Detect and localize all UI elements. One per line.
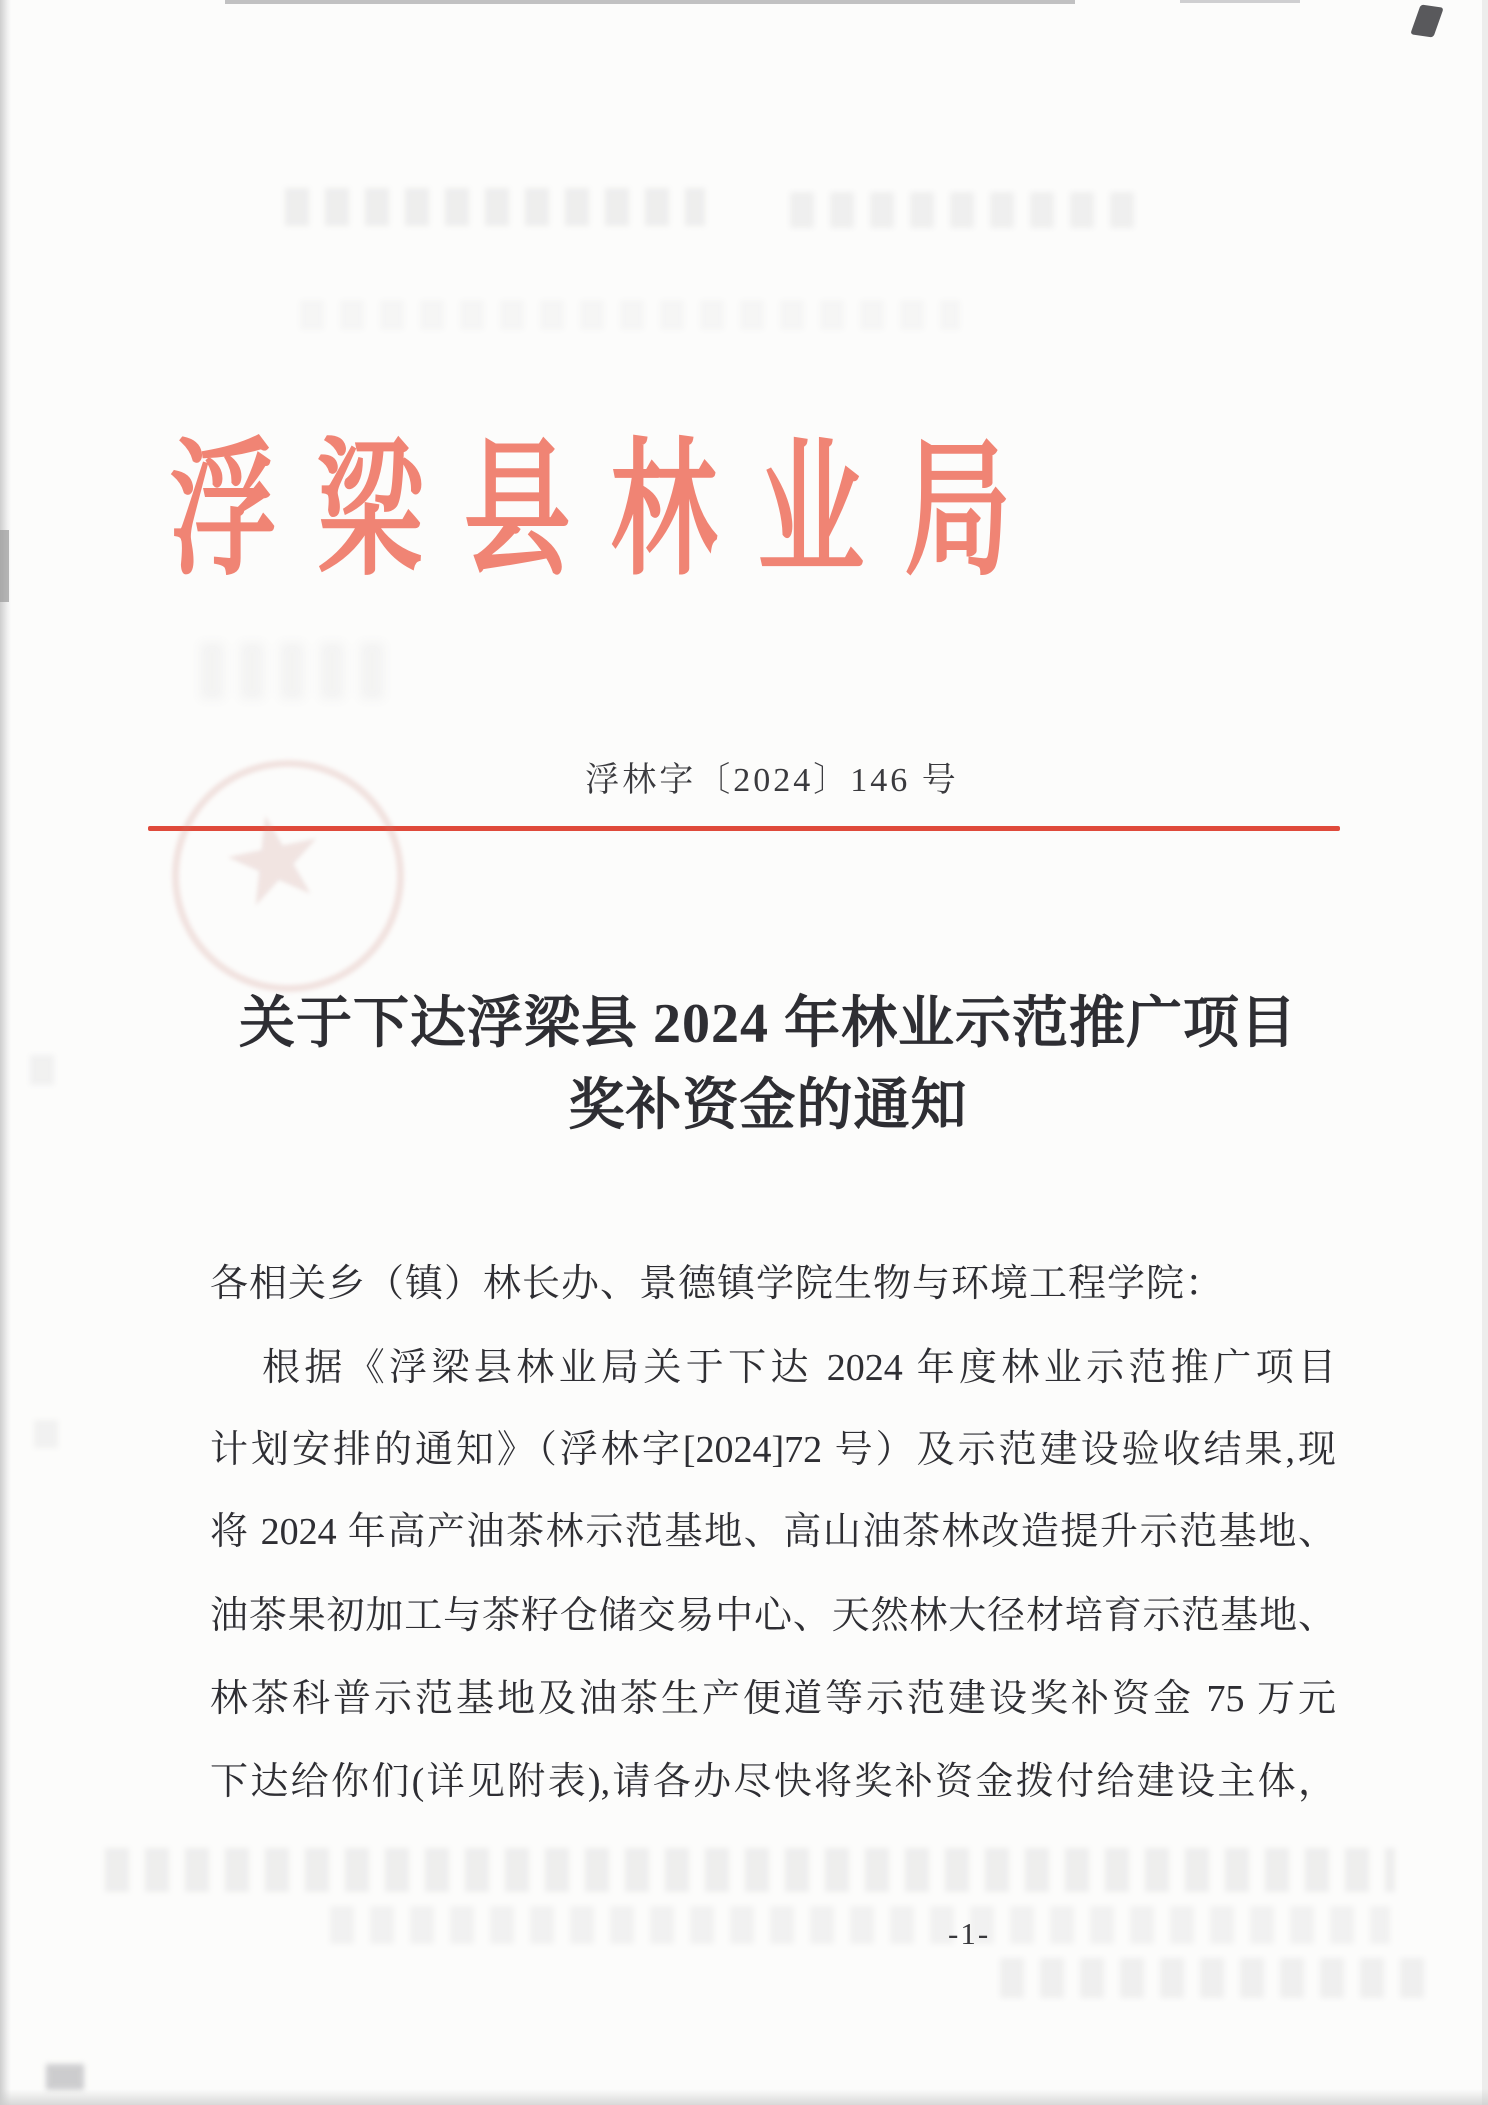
bleed-through-artifact xyxy=(285,188,705,226)
scan-left-edge-notch xyxy=(0,530,9,602)
bleed-through-artifact xyxy=(105,1848,1395,1892)
scan-bottom-left-mark xyxy=(46,2064,84,2090)
scan-top-edge-line xyxy=(225,0,1075,4)
body-line: 根据《浮梁县林业局关于下达 2024 年度林业示范推广项目 xyxy=(262,1347,1336,1389)
salutation: 各相关乡（镇）林长办、景德镇学院生物与环境工程学院： xyxy=(210,1263,1225,1305)
body-line: 林茶科普示范基地及油茶生产便道等示范建设奖补资金 75 万元 xyxy=(210,1678,1336,1720)
bleed-through-artifact xyxy=(200,642,390,700)
body-line: 油茶果初加工与茶籽仓储交易中心、天然林大径材培育示范基地、 xyxy=(210,1595,1336,1637)
document-title-line-2: 奖补资金的通知 xyxy=(568,1075,968,1137)
doc-number: 浮林字〔2024〕146 号 xyxy=(585,762,959,799)
agency-banner: 浮梁县林业局 xyxy=(170,430,1052,594)
scan-bottom-shadow xyxy=(0,2089,1488,2105)
seal-star-icon: ★ xyxy=(209,785,341,936)
bleed-through-artifact xyxy=(34,1420,58,1448)
body-line: 计划安排的通知》（浮林字[2024]72 号）及示范建设验收结果,现 xyxy=(210,1429,1336,1471)
document-title-line-1: 关于下达浮梁县 2024 年林业示范推广项目 xyxy=(239,993,1297,1055)
scan-top-edge-line-2 xyxy=(1180,0,1300,3)
bleed-through-artifact xyxy=(300,300,960,330)
scan-left-edge-artifact xyxy=(0,0,11,2105)
body-line: 下达给你们(详见附表),请各办尽快将奖补资金拨付给建设主体， xyxy=(210,1761,1336,1803)
bleed-through-artifact xyxy=(790,192,1135,228)
bleed-through-artifact xyxy=(330,1906,1390,1944)
bleed-through-artifact xyxy=(1000,1958,1432,1998)
body-line: 将 2024 年高产油茶林示范基地、高山油茶林改造提升示范基地、 xyxy=(210,1511,1336,1553)
page-number: -1- xyxy=(948,1916,991,1951)
scan-corner-mark xyxy=(1410,4,1444,37)
